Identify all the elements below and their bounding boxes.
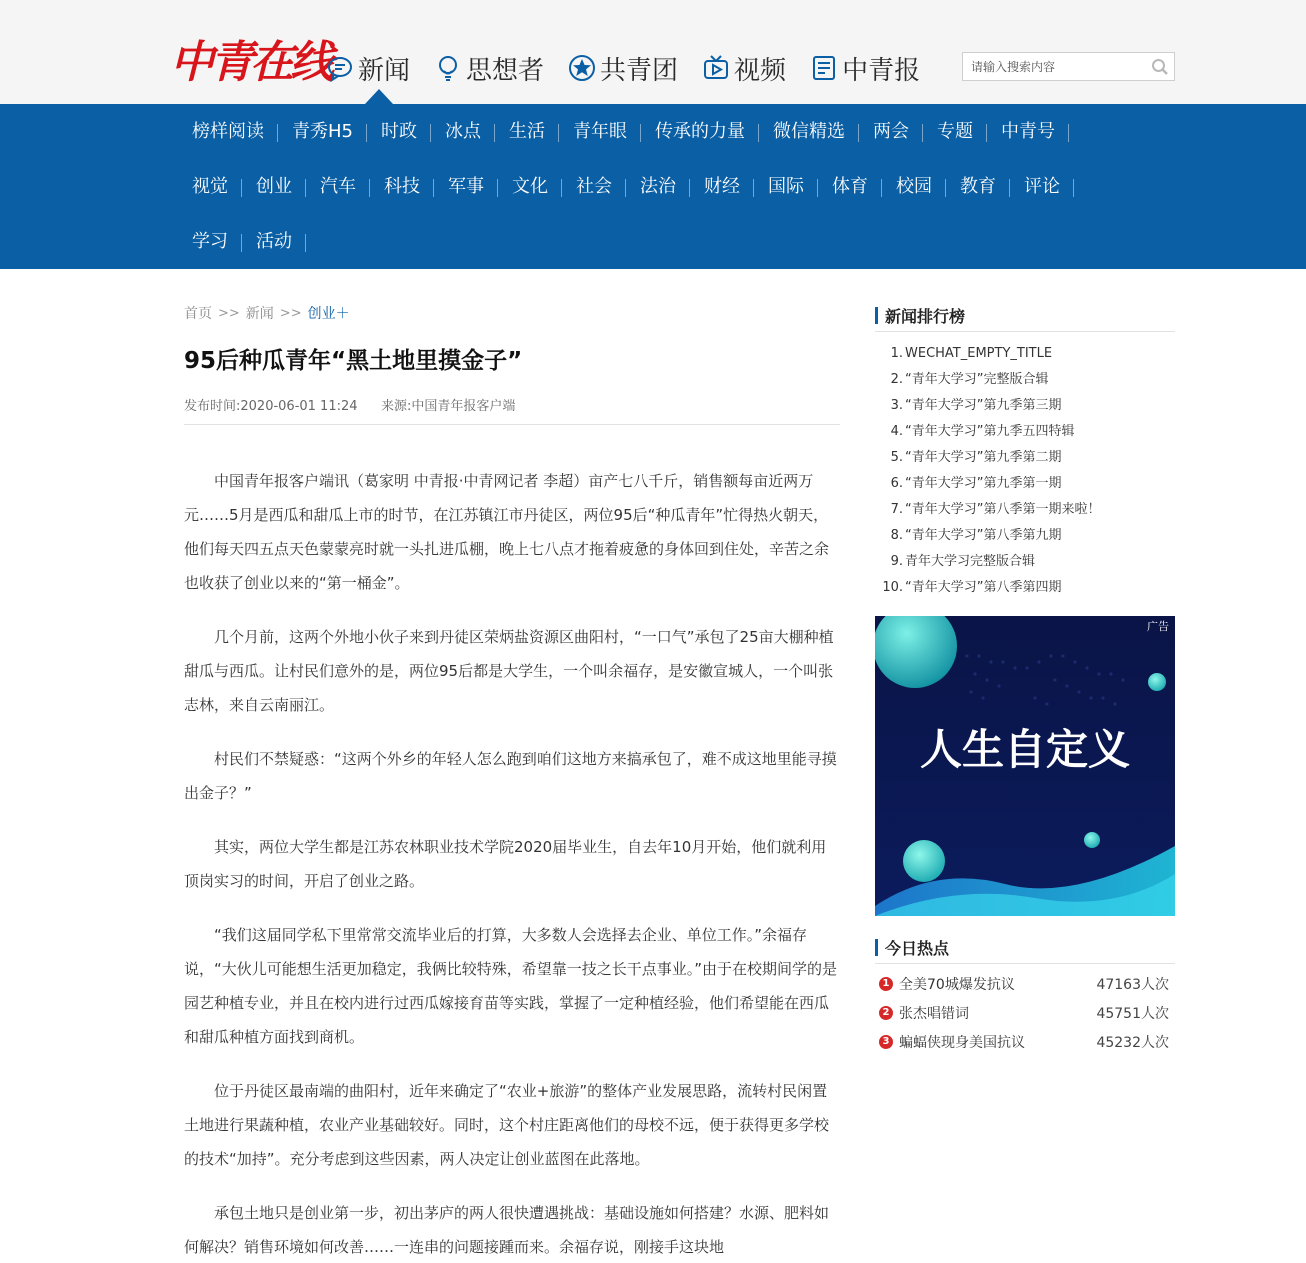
channel-link[interactable]: 文化 xyxy=(498,176,562,198)
channel-link[interactable]: 社会 xyxy=(562,176,626,198)
channel-link[interactable]: 财经 xyxy=(690,176,754,198)
article-paragraph: 位于丹徒区最南端的曲阳村，近年来确定了“农业+旅游”的整体产业发展思路，流转村民闲置土地进行果蔬种植，农业产业基础较好。同时，这个村庄距离他们的母校不远，便于获得更多学校的技术“加持”。充分考虑到这些因素，两人决定让创业蓝图在此落地。 xyxy=(184,1082,830,1168)
rank-divider xyxy=(875,331,1175,332)
rank-item[interactable] xyxy=(878,342,1178,368)
channel-link[interactable]: 冰点 xyxy=(431,121,495,143)
rank-item[interactable] xyxy=(878,394,1178,420)
hot-item-count: 45232人次 xyxy=(1096,1034,1169,1051)
hot-divider xyxy=(875,963,1175,964)
today-hot-list xyxy=(879,969,1175,1056)
rank-header xyxy=(875,304,965,327)
article-paragraph: “我们这届同学私下里常常交流毕业后的打算，大多数人会选择去企业、单位工作。”余福存说，“大伙儿可能想生活更加稳定，我俩比较特殊，希望靠一技之长干点事业。”由于在校期间学的是园艺种植专业，并且在校内进行过西瓜嫁接育苗等实践，掌握了一定种植经验，他们希望能在西瓜和甜瓜种植方面找到商机。 xyxy=(184,926,838,1046)
rank-number: 7. xyxy=(890,502,903,517)
tv-play-icon xyxy=(702,54,730,82)
top-header xyxy=(0,0,1306,104)
rank-title-text: “青年大学习”第九季第三期 xyxy=(905,398,1062,413)
ad-label: 广告 xyxy=(1147,620,1169,633)
publish-date: 发布时间:2020-06-01 11:24 xyxy=(184,399,358,414)
rank-number: 9. xyxy=(890,554,903,569)
rank-title: 新闻排行榜 xyxy=(885,307,966,326)
channel-row-2 xyxy=(178,159,1074,214)
channel-link[interactable]: 青秀H5 xyxy=(278,121,367,143)
rank-title-text: “青年大学习”第九季五四特辑 xyxy=(905,424,1075,439)
star-badge-icon xyxy=(568,54,596,82)
rank-number: 5. xyxy=(890,450,903,465)
rank-number: 8. xyxy=(890,528,903,543)
channel-link[interactable]: 两会 xyxy=(859,121,923,143)
chat-bubble-icon xyxy=(326,54,354,82)
hot-item-count: 47163人次 xyxy=(1096,976,1169,993)
rank-title-text: “青年大学习”第九季第二期 xyxy=(905,450,1062,465)
article-paragraph: 中国青年报客户端讯（葛家明 中青报·中青网记者 李超）亩产七八千斤，销售额每亩近两万元……5月是西瓜和甜瓜上市的时节，在江苏镇江市丹徒区，两位95后“种瓜青年”忙得热火朝天，他们每天四五点天色蒙蒙亮时就一头扎进瓜棚，晚上七八点才拖着疲惫的身体回到住处，辛苦之余也收获了创业以来的“第一桶金”。 xyxy=(184,472,830,592)
channel-link[interactable]: 汽车 xyxy=(306,176,370,198)
article-title: 95后种瓜青年“黑土地里摸金子” xyxy=(184,348,523,374)
rank-item[interactable] xyxy=(878,420,1178,446)
hot-header xyxy=(875,936,949,959)
channel-link[interactable]: 法治 xyxy=(626,176,690,198)
hot-rank-badge: 1 xyxy=(879,977,893,991)
channel-row-3 xyxy=(178,214,306,269)
channel-link[interactable]: 时政 xyxy=(367,121,431,143)
nav-video[interactable] xyxy=(702,48,786,88)
article-body xyxy=(184,464,840,1263)
nav-news[interactable] xyxy=(326,48,410,88)
channel-nav xyxy=(0,104,1306,269)
channel-link[interactable]: 教育 xyxy=(946,176,1010,198)
ad-banner-art xyxy=(875,616,1175,916)
article-meta xyxy=(184,395,515,414)
active-nav-pointer xyxy=(365,89,393,104)
rank-item[interactable] xyxy=(878,550,1178,576)
hot-rank-badge: 2 xyxy=(879,1006,893,1020)
breadcrumb-separator: >> xyxy=(218,305,240,321)
rank-item[interactable] xyxy=(878,576,1178,602)
article-paragraph: 承包土地只是创业第一步，初出茅庐的两人很快遭遇挑战：基础设施如何搭建？水源、肥料如何解决？销售环境如何改善……一连串的问题接踵而来。余福存说，刚接手这块地 xyxy=(184,1204,830,1256)
channel-link[interactable]: 生活 xyxy=(495,121,559,143)
hot-item-count: 45751人次 xyxy=(1096,1005,1169,1022)
rank-item[interactable] xyxy=(878,472,1178,498)
rank-number: 10. xyxy=(882,580,903,595)
rank-item[interactable] xyxy=(878,524,1178,550)
nav-thinker-label: 思想者 xyxy=(466,55,545,86)
article-paragraph: 其实，两位大学生都是江苏农林职业技术学院2020届毕业生，自去年10月开始，他们就利用顶岗实习的时间，开启了创业之路。 xyxy=(184,838,827,890)
hot-item-title: 全美70城爆发抗议 xyxy=(899,976,1015,993)
nav-news-label: 新闻 xyxy=(358,55,411,86)
rank-number: 4. xyxy=(890,424,903,439)
channel-link[interactable]: 榜样阅读 xyxy=(178,121,278,143)
hot-title: 今日热点 xyxy=(885,939,950,958)
hot-header-bar xyxy=(875,939,878,956)
channel-link[interactable]: 活动 xyxy=(242,231,306,253)
channel-link[interactable]: 体育 xyxy=(818,176,882,198)
search-icon[interactable] xyxy=(1150,57,1170,77)
title-divider xyxy=(184,424,840,425)
nav-newspaper-label: 中青报 xyxy=(842,55,921,86)
rank-item[interactable] xyxy=(878,368,1178,394)
rank-title-text: “青年大学习”第八季第四期 xyxy=(905,580,1062,595)
channel-link[interactable]: 青年眼 xyxy=(559,121,641,143)
ad-banner[interactable] xyxy=(875,616,1175,916)
rank-title-text: “青年大学习”完整版合辑 xyxy=(905,372,1049,387)
search-box xyxy=(962,52,1175,81)
rank-title-text: “青年大学习”第八季第一期来啦！ xyxy=(905,502,1101,517)
channel-link[interactable]: 传承的力量 xyxy=(641,121,759,143)
news-rank-list xyxy=(878,342,1178,602)
hot-item[interactable] xyxy=(879,969,1175,998)
hot-item-title: 张杰唱错词 xyxy=(899,1005,969,1022)
article-paragraph: 几个月前，这两个外地小伙子来到丹徒区荣炳盐资源区曲阳村，“一口气”承包了25亩大棚种植甜瓜与西瓜。让村民们意外的是，两位95后都是大学生，一个叫余福存，是安徽宣城人，一个叫张志林，来自云南丽江。 xyxy=(184,628,834,714)
rank-number: 3. xyxy=(890,398,903,413)
hot-item[interactable] xyxy=(879,998,1175,1027)
lightbulb-icon xyxy=(434,54,462,82)
rank-item[interactable] xyxy=(878,446,1178,472)
hot-rank-badge: 3 xyxy=(879,1035,893,1049)
channel-link[interactable]: 专题 xyxy=(923,121,987,143)
breadcrumb-current[interactable]: 创业＋ xyxy=(307,306,350,322)
channel-link[interactable]: 微信精选 xyxy=(759,121,859,143)
search-input[interactable] xyxy=(963,53,1143,80)
rank-title-text: WECHAT_EMPTY_TITLE xyxy=(905,346,1053,361)
ad-headline: 人生自定义 xyxy=(919,725,1131,774)
article-paragraph: 村民们不禁疑惑：“这两个外乡的年轻人怎么跑到咱们这地方来搞承包了，难不成这地里能寻摸出金子？” xyxy=(184,750,837,802)
nav-newspaper[interactable] xyxy=(810,48,920,88)
rank-title-text: 青年大学习完整版合辑 xyxy=(905,554,1036,569)
newspaper-icon xyxy=(810,54,838,82)
main-nav xyxy=(326,48,944,88)
channel-link[interactable]: 创业 xyxy=(242,176,306,198)
breadcrumb xyxy=(184,303,350,323)
channel-row-1 xyxy=(178,104,1069,159)
nav-youth-league-label: 共青团 xyxy=(600,55,679,86)
rank-number: 1. xyxy=(890,346,903,361)
rank-number: 2. xyxy=(890,372,903,387)
rank-item[interactable] xyxy=(878,498,1178,524)
channel-link[interactable]: 中青号 xyxy=(987,121,1069,143)
channel-link[interactable]: 视觉 xyxy=(178,176,242,198)
breadcrumb-home[interactable]: 首页 xyxy=(184,306,212,322)
rank-title-text: “青年大学习”第八季第九期 xyxy=(905,528,1062,543)
rank-number: 6. xyxy=(890,476,903,491)
channel-link[interactable]: 校园 xyxy=(882,176,946,198)
article-source: 来源:中国青年报客户端 xyxy=(381,399,516,414)
nav-youth-league[interactable] xyxy=(568,48,678,88)
breadcrumb-news[interactable]: 新闻 xyxy=(245,306,274,322)
channel-link[interactable]: 评论 xyxy=(1010,176,1074,198)
channel-link[interactable]: 军事 xyxy=(434,176,498,198)
rank-title-text: “青年大学习”第九季第一期 xyxy=(905,476,1062,491)
site-logo[interactable]: 中青在线 xyxy=(170,37,330,88)
nav-video-label: 视频 xyxy=(734,55,787,86)
channel-link[interactable]: 学习 xyxy=(178,231,242,253)
channel-link[interactable]: 科技 xyxy=(370,176,434,198)
rank-header-bar xyxy=(875,307,878,324)
hot-item[interactable] xyxy=(879,1027,1175,1056)
nav-thinker[interactable] xyxy=(434,48,544,88)
breadcrumb-separator: >> xyxy=(279,305,302,321)
channel-link[interactable]: 国际 xyxy=(754,176,818,198)
hot-item-title: 蝙蝠侠现身美国抗议 xyxy=(899,1034,1025,1051)
